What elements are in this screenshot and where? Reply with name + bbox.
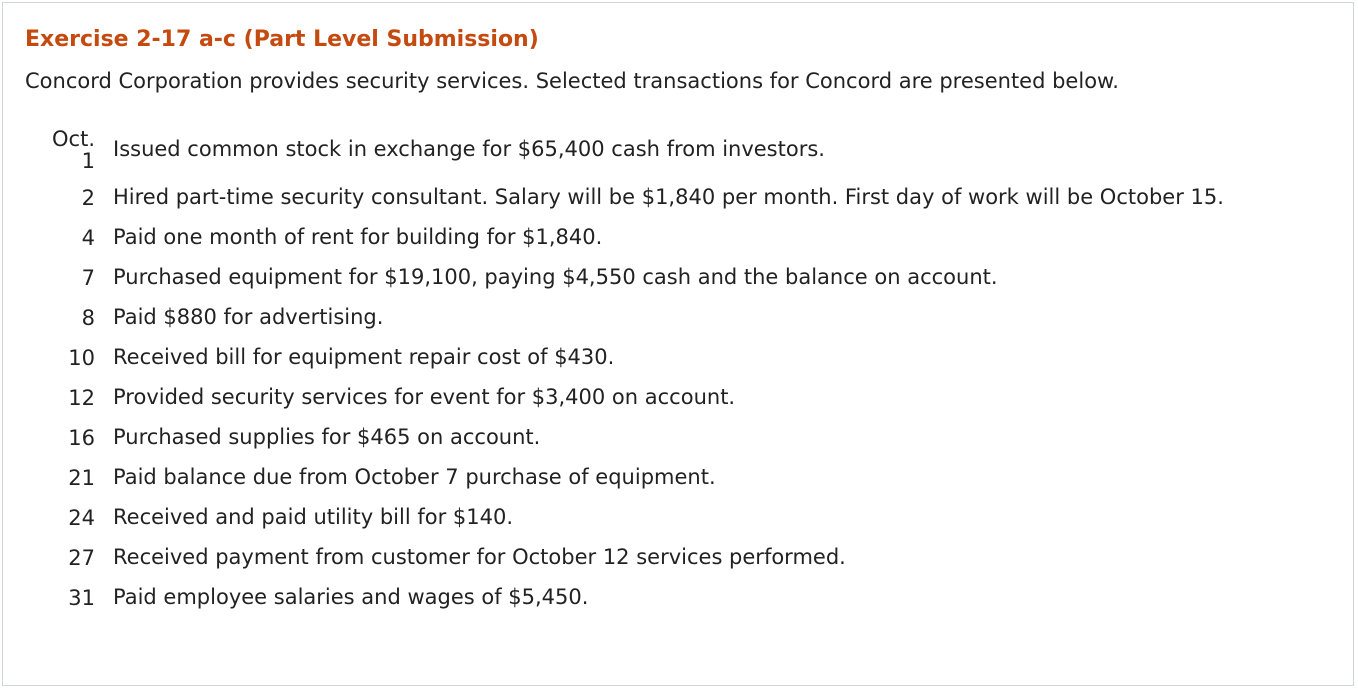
transaction-day: 8 (81, 306, 95, 330)
transaction-day: 16 (68, 426, 95, 450)
transaction-row (39, 463, 1263, 503)
transaction-description: Paid $880 for advertising. (113, 305, 384, 329)
transaction-row (39, 543, 1263, 583)
transaction-row (39, 303, 1263, 343)
transaction-description: Hired part-time security consultant. Salary will be $1,840 per month. First day of work will be October 15. (113, 185, 1224, 209)
transaction-row (39, 423, 1263, 463)
transaction-row (39, 383, 1263, 423)
transaction-day: 12 (68, 386, 95, 410)
transaction-day: 21 (68, 466, 95, 490)
transaction-description: Issued common stock in exchange for $65,400 cash from investors. (113, 136, 825, 161)
transaction-row (39, 583, 1263, 623)
transaction-row (39, 183, 1263, 223)
transaction-description: Received bill for equipment repair cost of $430. (113, 345, 615, 369)
transaction-row (39, 127, 1263, 183)
transaction-month: Oct. (52, 127, 95, 151)
exercise-panel (2, 2, 1354, 686)
transaction-day: 24 (68, 506, 95, 530)
transaction-description: Purchased supplies for $465 on account. (113, 425, 541, 449)
transaction-day: 4 (81, 226, 95, 250)
transaction-description: Purchased equipment for $19,100, paying $4,550 cash and the balance on account. (113, 265, 998, 289)
exercise-title: Exercise 2-17 a-c (Part Level Submission) (25, 27, 539, 52)
transaction-row (39, 223, 1263, 263)
transaction-description: Provided security services for event for $3,400 on account. (113, 385, 736, 409)
transaction-description: Paid balance due from October 7 purchase of equipment. (113, 465, 716, 489)
transaction-description: Received payment from customer for October 12 services performed. (113, 545, 846, 569)
transaction-row (39, 263, 1263, 303)
transaction-day: 2 (81, 186, 95, 210)
transaction-row (39, 343, 1263, 383)
transaction-description: Paid one month of rent for building for $1,840. (113, 225, 603, 249)
transaction-day: 27 (68, 546, 95, 570)
transaction-day: 1 (81, 149, 95, 173)
transaction-description: Paid employee salaries and wages of $5,450. (113, 585, 589, 609)
transaction-day: 10 (68, 346, 95, 370)
exercise-intro: Concord Corporation provides security services. Selected transactions for Concord are presented below. (25, 69, 1119, 93)
transaction-day: 7 (81, 266, 95, 290)
transaction-row (39, 503, 1263, 543)
transactions-table (39, 127, 1263, 623)
transaction-date (39, 127, 113, 183)
transaction-day: 31 (68, 586, 95, 610)
transaction-description: Received and paid utility bill for $140. (113, 505, 514, 529)
